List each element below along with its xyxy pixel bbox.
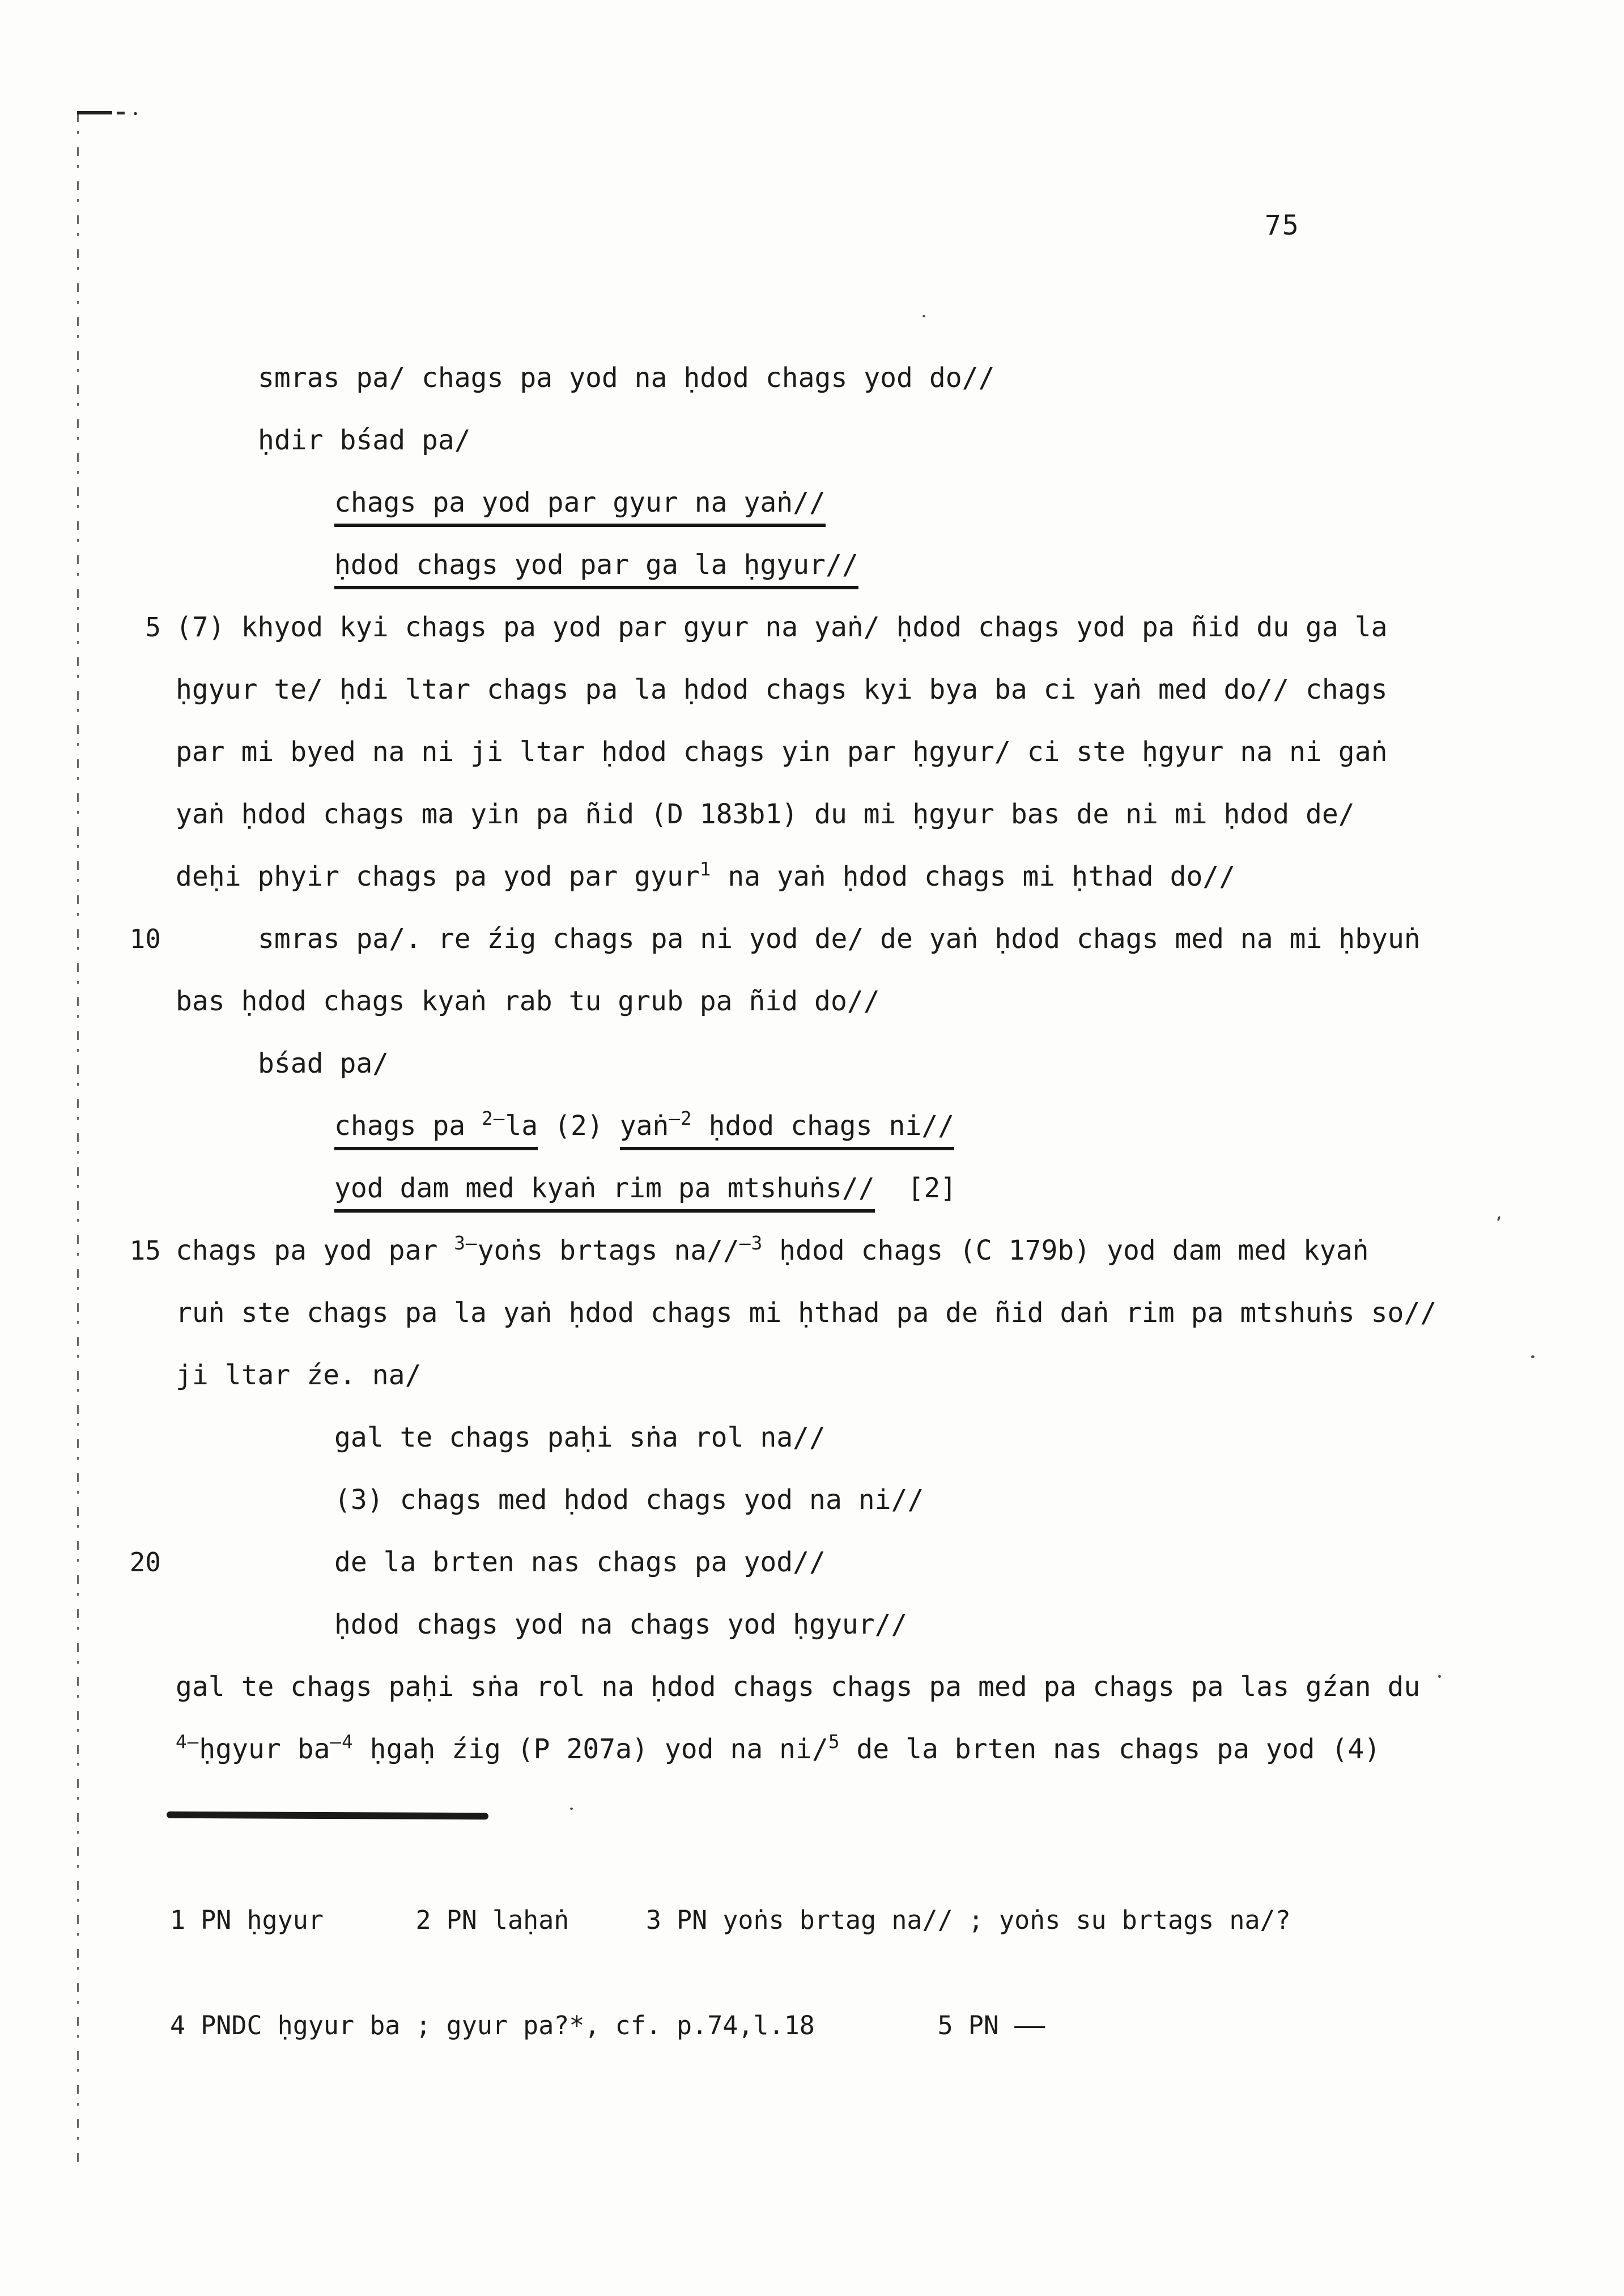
- line-text: (3) chags med ḥdod chags yod na ni//: [334, 1484, 924, 1516]
- margin-line-number: 20: [129, 1547, 161, 1578]
- footnotes: [170, 1832, 1291, 2114]
- text-line: [0, 1469, 1624, 1531]
- line-text: ḥgyur te/ ḥdi ltar chags pa la ḥdod chags kyi bya ba ci yaṅ med do// chags: [176, 674, 1388, 705]
- margin-line-number: 10: [129, 924, 161, 954]
- line-text: bśad pa/: [258, 1048, 389, 1079]
- line-text: par mi byed na ni ji ltar ḥdod chags yin par ḥgyur/ ci ste ḥgyur na ni gaṅ: [176, 736, 1388, 768]
- line-text: de la brten nas chags pa yod//: [334, 1546, 826, 1578]
- text-line: [0, 471, 1624, 534]
- line-text: gal te chags paḥi sṅa rol na ḥdod chags chags pa med pa chags pa las gźan du: [176, 1671, 1421, 1703]
- page-number: 75: [1265, 210, 1300, 241]
- line-text: smras pa/ chags pa yod na ḥdod chags yod do//: [258, 362, 995, 394]
- body-text: [0, 347, 1624, 1780]
- text-line: [0, 1032, 1624, 1095]
- line-text: ḥdod chags yod na chags yod ḥgyur//: [334, 1609, 908, 1640]
- text-line: [0, 970, 1624, 1032]
- line-text: bas ḥdod chags kyaṅ rab tu grub pa ñid do//: [176, 985, 880, 1017]
- text-line: [0, 1344, 1624, 1406]
- text-line: [0, 409, 1624, 471]
- scan-speck: [1531, 1355, 1534, 1358]
- text-line: [0, 596, 1624, 658]
- line-text: ruṅ ste chags pa la yaṅ ḥdod chags mi ḥthad pa de ñid daṅ rim pa mtshuṅs so//: [176, 1297, 1437, 1329]
- scan-corner-dot: [134, 112, 137, 115]
- footnote-line: 1 PN ḥgyur 2 PN laḥaṅ 3 PN yoṅs brtag na// ; yoṅs su brtags na/?: [170, 1905, 1291, 1935]
- text-line: [0, 1656, 1624, 1718]
- line-text: gal te chags paḥi sṅa rol na//: [334, 1422, 826, 1453]
- line-text: ji ltar źe. na/: [176, 1359, 422, 1391]
- text-line: [0, 1095, 1624, 1157]
- line-text: ḥdod chags yod par ga la ḥgyur//: [334, 549, 858, 589]
- text-line: [0, 1157, 1624, 1219]
- text-line: [0, 1406, 1624, 1469]
- line-text: chags pa $^{2-}$la (2) yaṅ$^{-2}$ ḥdod chags ni//: [334, 1110, 954, 1150]
- text-line: [0, 908, 1624, 970]
- text-line: [0, 1531, 1624, 1593]
- text-line: [0, 347, 1624, 409]
- text-line: [0, 658, 1624, 721]
- text-line: [0, 721, 1624, 783]
- text-line: [0, 1718, 1624, 1780]
- text-line: [0, 783, 1624, 845]
- line-text: chags pa yod par $^{3-}$yoṅs brtags na//$^{-3}$ ḥdod chags (C 179b) yod dam med kyaṅ: [176, 1232, 1369, 1266]
- footnote-line: 4 PNDC ḥgyur ba ; gyur pa?*, cf. p.74,l.18 5 PN ——: [170, 2010, 1045, 2040]
- line-text: $^{4-}$ḥgyur $ba^{-4}$ ḥgaḥ źig (P 207a) yod na ni/$^5$ de la brten nas chags pa yod (4): [176, 1731, 1381, 1765]
- scan-speck: [922, 315, 925, 317]
- text-line: [0, 845, 1624, 908]
- margin-line-number: 5: [145, 612, 161, 643]
- scan-speck: [570, 1808, 573, 1810]
- scan-corner-dash: [117, 112, 125, 114]
- footnote-separator: [167, 1812, 488, 1819]
- line-text: smras pa/. re źig chags pa ni yod de/ de yaṅ ḥdod chags med na mi ḥbyuṅ: [258, 923, 1421, 955]
- line-text: yod dam med kyaṅ rim pa mtshuṅs// [2]: [334, 1172, 956, 1213]
- margin-line-number: 15: [129, 1235, 161, 1266]
- line-text: chags pa yod par gyur na yaṅ//: [334, 487, 826, 527]
- scan-corner-mark: [77, 111, 112, 114]
- line-text: yaṅ ḥdod chags ma yin pa ñid (D 183b1) du mi ḥgyur bas de ni mi ḥdod de/: [176, 798, 1355, 830]
- line-text: ḥdir bśad pa/: [258, 424, 471, 456]
- line-text: deḥi phyir chags pa yod par gyur$^1$ na yaṅ ḥdod chags mi ḥthad do//: [176, 858, 1236, 892]
- text-line: [0, 1282, 1624, 1344]
- text-line: [0, 1593, 1624, 1656]
- line-text: (7) khyod kyi chags pa yod par gyur na yaṅ/ ḥdod chags yod pa ñid du ga la: [176, 611, 1388, 643]
- text-line: [0, 534, 1624, 596]
- text-line: [0, 1219, 1624, 1282]
- scan-speck: [1438, 1675, 1441, 1678]
